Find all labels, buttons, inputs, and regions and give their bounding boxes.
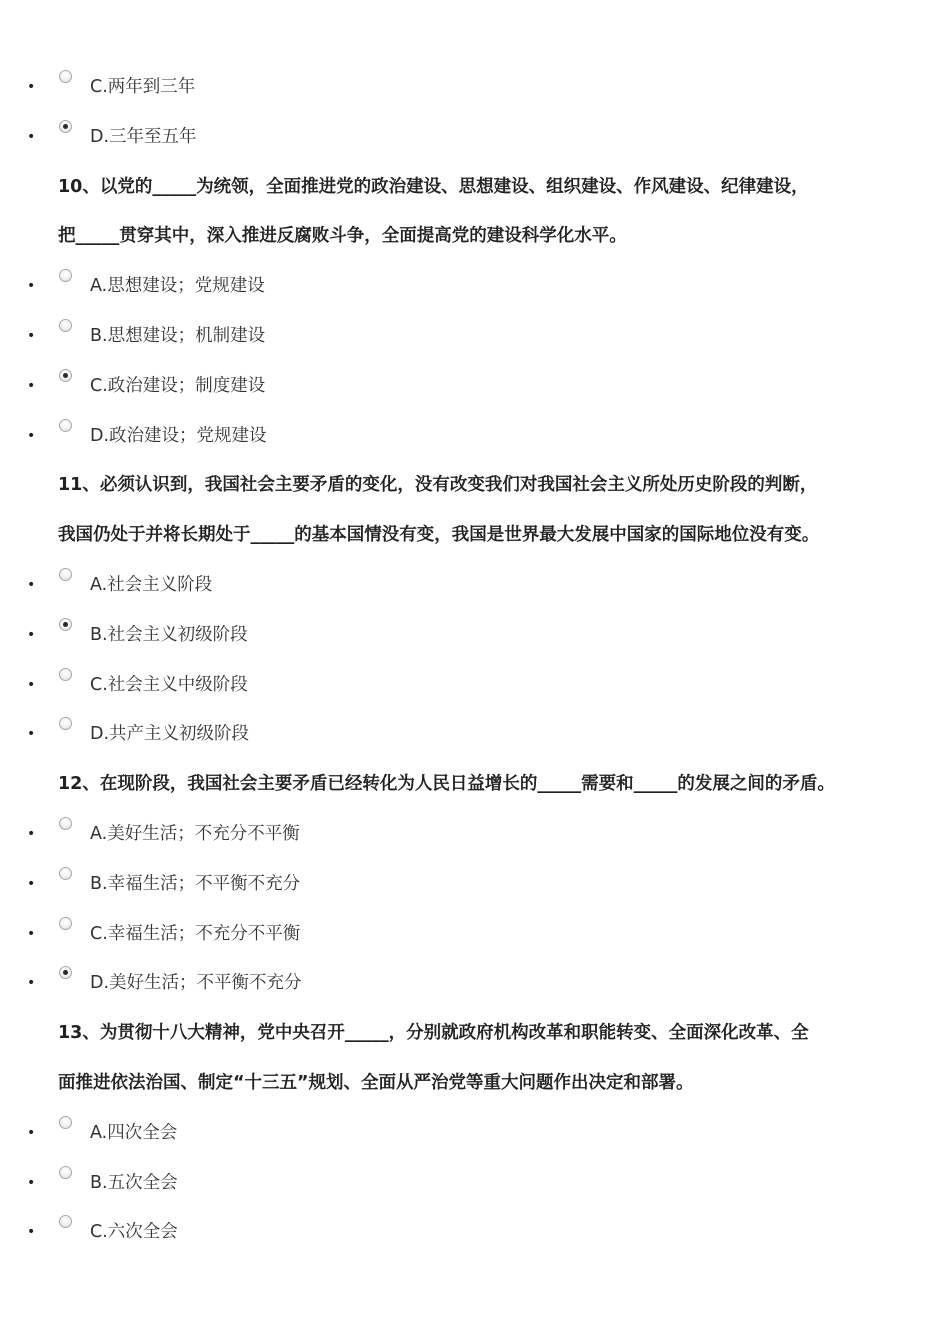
answer-option[interactable]: [0, 362, 950, 412]
option-label: A.四次全会: [90, 1122, 178, 1143]
option-label: C.幸福生活；不充分不平衡: [90, 923, 301, 944]
list-bullet: •: [27, 427, 36, 444]
list-bullet: •: [27, 975, 36, 992]
list-bullet: •: [27, 377, 36, 394]
radio-button-checked[interactable]: [59, 120, 72, 133]
option-label: A.思想建设；党规建设: [90, 276, 265, 297]
radio-button[interactable]: [59, 1116, 72, 1129]
question-text: 13、为贯彻十八大精神，党中央召开_____，分别就政府机构改革和职能转变、全面深化改革、全: [58, 1023, 809, 1044]
radio-button[interactable]: [59, 817, 72, 830]
list-bullet: •: [27, 825, 36, 842]
option-label: B.思想建设；机制建设: [90, 325, 266, 346]
option-label: C.两年到三年: [90, 77, 196, 97]
question-text: 10、以党的_____为统领，全面推进党的政治建设、思想建设、组织建设、作风建设、纪律建设，: [58, 176, 809, 197]
option-label: D.共产主义初级阶段: [90, 724, 250, 745]
list-bullet: •: [27, 79, 36, 95]
list-bullet: •: [27, 576, 36, 593]
option-label: D.美好生活；不平衡不充分: [90, 973, 302, 994]
radio-button[interactable]: [59, 319, 72, 332]
radio-button[interactable]: [59, 70, 72, 83]
answer-option[interactable]: [0, 561, 950, 611]
answer-option[interactable]: [0, 661, 950, 711]
radio-button-checked[interactable]: [59, 966, 72, 979]
option-label: C.政治建设；制度建设: [90, 375, 266, 396]
option-label: C.社会主义中级阶段: [90, 674, 248, 695]
answer-option[interactable]: [0, 412, 950, 462]
answer-option[interactable]: [0, 810, 950, 860]
question-line: [0, 163, 950, 213]
question-line: [0, 1059, 950, 1109]
answer-option[interactable]: [0, 860, 950, 910]
list-bullet: •: [27, 726, 36, 743]
option-label: D.政治建设；党规建设: [90, 425, 267, 446]
option-label: B.五次全会: [90, 1172, 178, 1193]
answer-option[interactable]: [0, 959, 950, 1009]
list-bullet: •: [27, 1174, 36, 1191]
question-text: 11、必须认识到，我国社会主要矛盾的变化，没有改变我们对我国社会主义所处历史阶段的判断，: [58, 475, 818, 496]
list-bullet: •: [27, 925, 36, 942]
question-text: 面推进依法治国、制定“十三五”规划、全面从严治党等重大问题作出决定和部署。: [58, 1072, 694, 1093]
radio-button-checked[interactable]: [59, 369, 72, 382]
answer-option[interactable]: [0, 262, 950, 312]
list-bullet: •: [27, 278, 36, 295]
list-bullet: •: [27, 626, 36, 643]
option-label: A.美好生活；不充分不平衡: [90, 823, 300, 844]
answer-option[interactable]: [0, 1208, 950, 1258]
radio-button[interactable]: [59, 668, 72, 681]
radio-button[interactable]: [59, 867, 72, 880]
answer-option[interactable]: [0, 910, 950, 960]
answer-option[interactable]: [0, 113, 950, 163]
radio-button[interactable]: [59, 1215, 72, 1228]
answer-option[interactable]: [0, 312, 950, 362]
list-bullet: •: [27, 875, 36, 892]
radio-button[interactable]: [59, 568, 72, 581]
option-label: C.六次全会: [90, 1222, 178, 1243]
question-line: [0, 511, 950, 561]
radio-button[interactable]: [59, 419, 72, 432]
radio-button[interactable]: [59, 1166, 72, 1179]
question-line: [0, 1009, 950, 1059]
question-line: [0, 461, 950, 511]
quiz-list: [0, 63, 950, 1258]
radio-button[interactable]: [59, 269, 72, 282]
option-label: D.三年至五年: [90, 126, 197, 147]
answer-option[interactable]: [0, 1109, 950, 1159]
radio-button-checked[interactable]: [59, 618, 72, 631]
list-bullet: •: [27, 1224, 36, 1241]
question-line: [0, 760, 950, 810]
list-bullet: •: [27, 1124, 36, 1141]
question-line: [0, 212, 950, 262]
list-bullet: •: [27, 676, 36, 693]
answer-option[interactable]: [0, 611, 950, 661]
answer-option[interactable]: [0, 63, 950, 113]
question-text: 把_____贯穿其中，深入推进反腐败斗争，全面提高党的建设科学化水平。: [58, 226, 627, 247]
radio-button[interactable]: [59, 717, 72, 730]
option-label: B.幸福生活；不平衡不充分: [90, 873, 301, 894]
option-label: A.社会主义阶段: [90, 574, 213, 595]
radio-button[interactable]: [59, 917, 72, 930]
list-bullet: •: [27, 128, 36, 145]
list-bullet: •: [27, 327, 36, 344]
answer-option[interactable]: [0, 710, 950, 760]
question-text: 我国仍处于并将长期处于_____的基本国情没有变，我国是世界最大发展中国家的国际地位没有变。: [58, 525, 820, 546]
answer-option[interactable]: [0, 1159, 950, 1209]
question-text: 12、在现阶段，我国社会主要矛盾已经转化为人民日益增长的_____需要和_____的发展之间的矛盾。: [58, 774, 835, 795]
option-label: B.社会主义初级阶段: [90, 624, 248, 645]
